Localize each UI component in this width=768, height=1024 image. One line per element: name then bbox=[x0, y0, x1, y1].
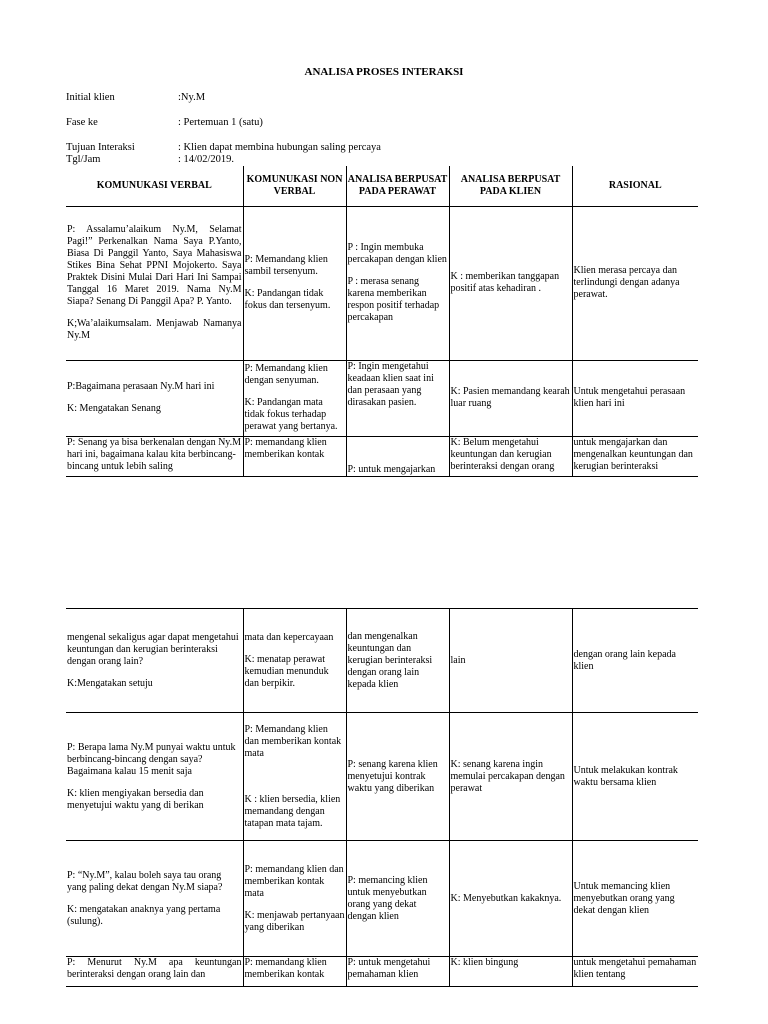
meta-label: Tujuan Interaksi bbox=[66, 142, 135, 153]
cell-rasional: untuk mengajarkan dan mengenalkan keuntungan dan kerugian berinteraksi bbox=[573, 436, 693, 472]
nonverbal-perawat: P: Memandang klien sambil tersenyum. bbox=[244, 254, 328, 277]
table-row bbox=[66, 609, 698, 713]
table-row bbox=[66, 206, 698, 360]
cell-nonverbal: P: memandang klien memberikan kontak bbox=[243, 436, 346, 476]
nonverbal-klien: K : klien bersedia, klien memandang dengan tatapan mata tajam. bbox=[244, 793, 341, 829]
analisa-perawat: P : Ingin membuka percakapan dengan klien bbox=[347, 242, 447, 265]
table-row bbox=[66, 436, 698, 476]
nonverbal-klien: K: Pandangan tidak fokus dan tersenyum. bbox=[244, 288, 331, 311]
verbal-perawat: P: “Ny.M”, kalau boleh saya tau orang yang paling dekat dengan Ny.M siapa? bbox=[67, 869, 223, 893]
nonverbal-perawat: P: Memandang klien dengan senyuman. bbox=[244, 363, 328, 386]
analisa-perawat: P : merasa senang karena memberikan respon positif terhadap percakapan bbox=[347, 276, 440, 323]
header-verbal: KOMUNUKASI VERBAL bbox=[66, 166, 243, 206]
cell-nonverbal bbox=[243, 609, 346, 713]
document-title: ANALISA PROSES INTERAKSI bbox=[304, 66, 464, 78]
cell-perawat: dan mengenalkan keuntungan dan kerugian berinteraksi dengan orang lain kepada klien bbox=[346, 609, 449, 713]
cell-rasional: Untuk melakukan kontrak waktu bersama klien bbox=[573, 764, 678, 788]
cell-verbal bbox=[66, 609, 243, 713]
cell-perawat: P: untuk mengetahui pemahaman klien bbox=[346, 957, 449, 987]
meta-label: Initial klien bbox=[66, 92, 115, 103]
cell-nonverbal bbox=[243, 206, 346, 360]
cell-verbal bbox=[66, 360, 243, 436]
nonverbal-perawat: mata dan kepercayaan bbox=[244, 631, 334, 643]
verbal-perawat: mengenal sekaligus agar dapat mengetahui keuntungan dan kerugian berinteraksi dengan orang lain? bbox=[67, 631, 239, 667]
meta-value: : Klien dapat membina hubungan saling percaya bbox=[178, 142, 381, 153]
meta-label: Fase ke bbox=[66, 117, 98, 128]
table-row bbox=[66, 841, 698, 957]
header-klien: ANALISA BERPUSAT PADA KLIEN bbox=[449, 166, 572, 206]
cell-nonverbal: P: memandang klien memberikan kontak bbox=[243, 957, 346, 987]
cell-nonverbal bbox=[243, 713, 346, 841]
cell-klien: K: Pasien memandang kearah luar ruang bbox=[449, 360, 572, 436]
nonverbal-perawat: P: Memandang klien dan memberikan kontak mata bbox=[244, 723, 342, 759]
meta-label: Tgl/Jam bbox=[66, 154, 101, 165]
verbal-klien: K;Wa’alaikumsalam. Menjawab Namanya Ny.M bbox=[67, 318, 242, 341]
verbal-perawat: P: Assalamu’alaikum Ny.M, Selamat Pagi!” Perkenalkan Nama Saya P.Yanto, Biasa Di Panggil Yanto, Saya Mahasiswa Stikes Bina Sehat PPNI Mojokerto. Saya Praktek Disini Mulai Dari Hari Ini Sampai Tanggal 16 Maret 2019. Nama Ny.M Siapa? Senang Di Panggil Apa? P. Yanto. bbox=[67, 224, 242, 307]
cell-verbal bbox=[66, 206, 243, 360]
verbal-klien: K:Mengatakan setuju bbox=[67, 677, 153, 689]
nonverbal-klien: K: menatap perawat kemudian menunduk dan berpikir. bbox=[244, 653, 329, 689]
cell-perawat: P: untuk mengajarkan bbox=[346, 436, 449, 476]
nonverbal-klien: K: Pandangan mata tidak fokus terhadap perawat yang bertanya. bbox=[244, 397, 338, 432]
cell-rasional: Untuk memancing klien menyebutkan orang yang dekat dengan klien bbox=[573, 880, 675, 916]
meta-value: : 14/02/2019. bbox=[178, 154, 235, 165]
cell-rasional: Klien merasa percaya dan terlindungi dengan adanya perawat. bbox=[573, 265, 680, 300]
nonverbal-perawat: P: memandang klien dan memberikan kontak mata bbox=[244, 863, 344, 899]
interaction-table-page-2 bbox=[66, 608, 698, 987]
cell-klien: K: Menyebutkan kakaknya. bbox=[449, 841, 572, 957]
cell-perawat: P: Ingin mengetahui keadaan klien saat ini dan perasaan yang dirasakan pasien. bbox=[346, 360, 449, 436]
verbal-klien: K: klien mengiyakan bersedia dan menyetujui waktu yang di berikan bbox=[67, 787, 204, 811]
cell-klien: K: senang karena ingin memulai percakapan dengan perawat bbox=[449, 713, 572, 841]
meta-value: :Ny.M bbox=[178, 92, 206, 103]
header-perawat: ANALISA BERPUSAT PADA PERAWAT bbox=[346, 166, 449, 206]
verbal-klien: K: mengatakan anaknya yang pertama (sulung). bbox=[67, 903, 221, 927]
cell-klien: K: Belum mengetahui keuntungan dan kerugian berinteraksi dengan orang bbox=[449, 436, 572, 476]
cell-perawat: P: memancing klien untuk menyebutkan orang yang dekat dengan klien bbox=[346, 841, 449, 957]
interaction-table-page-1 bbox=[66, 166, 698, 477]
cell-verbal: P: Menurut Ny.M apa keuntungan berinteraksi dengan orang lain dan bbox=[66, 957, 243, 987]
verbal-perawat: P: Berapa lama Ny.M punyai waktu untuk berbincang-bincang dengan saya? Bagaimana kalau 15 menit saja bbox=[67, 741, 236, 777]
table-row bbox=[66, 957, 698, 987]
cell-verbal bbox=[66, 841, 243, 957]
nonverbal-klien: K: menjawab pertanyaan yang diberikan bbox=[244, 909, 345, 933]
cell-klien: K : memberikan tanggapan positif atas kehadiran . bbox=[449, 206, 572, 360]
cell-rasional: untuk mengetahui pemahaman klien tentang bbox=[573, 957, 697, 980]
table-header-row bbox=[66, 166, 698, 206]
table-row bbox=[66, 713, 698, 841]
cell-klien: lain bbox=[449, 609, 572, 713]
cell-klien: K: klien bingung bbox=[449, 957, 572, 987]
table-row bbox=[66, 360, 698, 436]
cell-rasional: dengan orang lain kepada klien bbox=[573, 648, 676, 672]
cell-perawat: P: senang karena klien menyetujui kontrak waktu yang diberikan bbox=[346, 713, 449, 841]
verbal-klien: K: Mengatakan Senang bbox=[67, 403, 161, 414]
verbal-perawat: P:Bagaimana perasaan Ny.M hari ini bbox=[67, 381, 215, 392]
cell-verbal bbox=[66, 713, 243, 841]
cell-nonverbal bbox=[243, 841, 346, 957]
cell-perawat bbox=[346, 206, 449, 360]
cell-verbal: P: Senang ya bisa berkenalan dengan Ny.M hari ini, bagaimana kalau kita berbincang-bincang untuk lebih saling bbox=[66, 436, 243, 476]
meta-value: : Pertemuan 1 (satu) bbox=[178, 117, 263, 128]
cell-rasional: Untuk mengetahui perasaan klien hari ini bbox=[573, 386, 686, 409]
cell-nonverbal bbox=[243, 360, 346, 436]
header-nonverbal: KOMUNUKASI NON VERBAL bbox=[243, 166, 346, 206]
header-rasional: RASIONAL bbox=[608, 179, 662, 191]
